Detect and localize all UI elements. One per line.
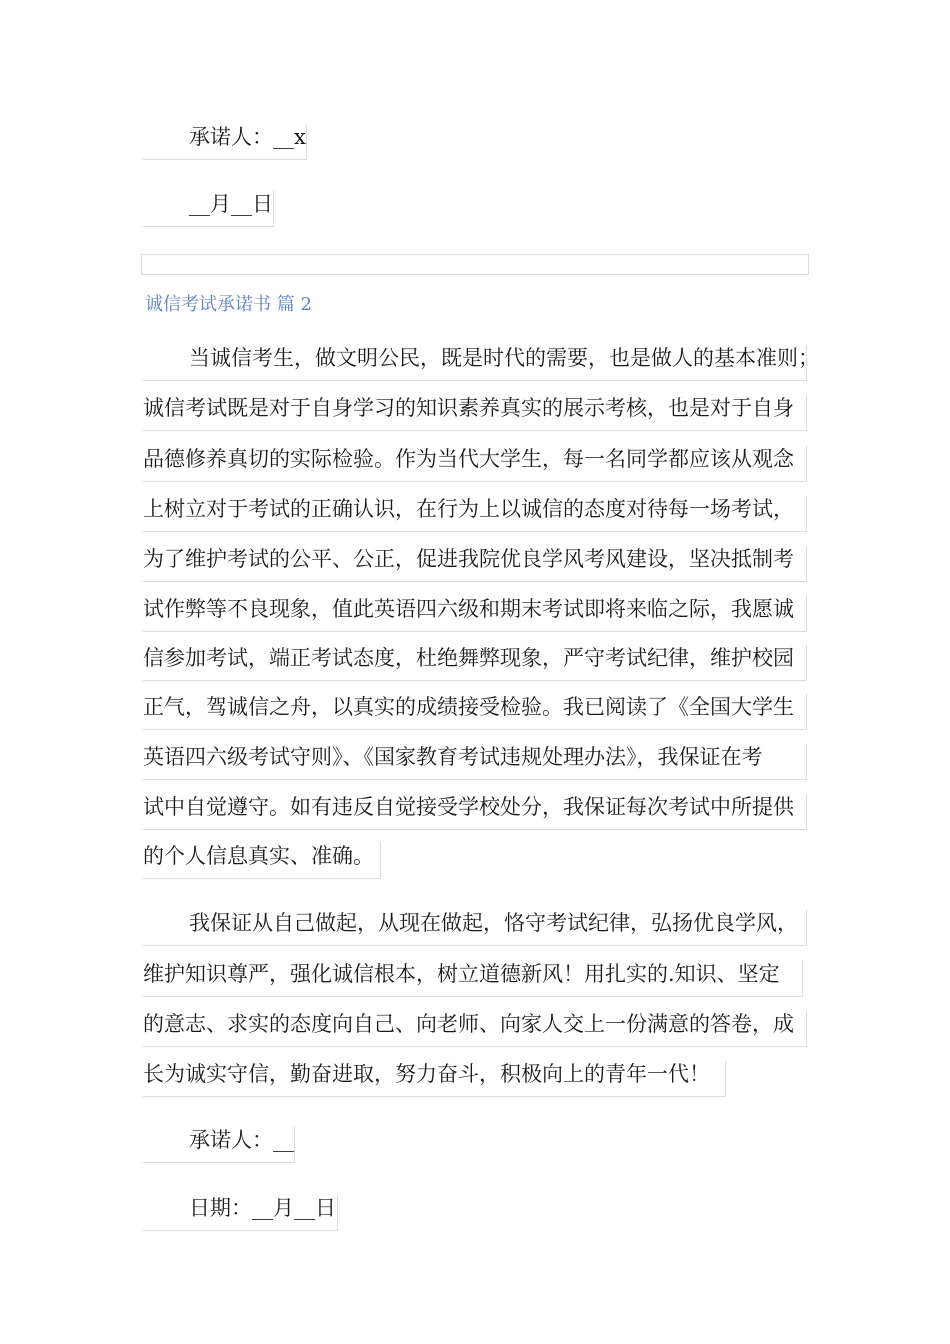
bottom-signer-line: 承诺人：__: [143, 1127, 295, 1163]
paragraph1-line: 诚信考试既是对于自身学习的知识素养真实的展示考核，也是对于自身: [143, 395, 807, 431]
section-heading: 诚信考试承诺书 篇 2: [145, 294, 312, 315]
paragraph1-line: 试中自觉遵守。如有违反自觉接受学校处分，我保证每次考试中所提供: [143, 794, 807, 830]
paragraph1-line: 正气，驾诚信之舟，以真实的成绩接受检验。我已阅读了《全国大学生: [143, 694, 807, 730]
paragraph1-line: 的个人信息真实、准确。: [143, 843, 381, 879]
paragraph2-line: 长为诚实守信，勤奋进取，努力奋斗，积极向上的青年一代！: [143, 1061, 726, 1097]
paragraph1-line: 当诚信考生，做文明公民，既是时代的需要，也是做人的基本准则；: [143, 345, 807, 381]
paragraph1-line: 试作弊等不良现象，值此英语四六级和期末考试即将来临之际，我愿诚: [143, 596, 807, 632]
paragraph2-line: 维护知识尊严，强化诚信根本，树立道德新风！用扎实的.知识、坚定: [143, 961, 803, 997]
paragraph1-line: 上树立对于考试的正确认识，在行为上以诚信的态度对待每一场考试，: [143, 496, 807, 532]
bottom-date-line: 日期：__月__日: [143, 1195, 338, 1231]
paragraph1-line: 信参加考试，端正考试态度，杜绝舞弊现象，严守考试纪律，维护校园: [143, 645, 807, 681]
paragraph1-line: 品德修养真切的实际检验。作为当代大学生，每一名同学都应该从观念: [143, 446, 807, 482]
paragraph2-line: 我保证从自己做起，从现在做起，恪守考试纪律，弘扬优良学风，: [143, 910, 807, 946]
paragraph2-line: 的意志、求实的态度向自己、向老师、向家人交上一份满意的答卷，成: [143, 1011, 807, 1047]
top-date-line: __月__日: [143, 191, 274, 227]
top-signer-line: 承诺人：__x: [143, 124, 307, 160]
section-divider: [141, 254, 809, 275]
paragraph1-line: 英语四六级考试守则》、《国家教育考试违规处理办法》，我保证在考: [143, 744, 807, 780]
paragraph1-line: 为了维护考试的公平、公正，促进我院优良学风考风建设，坚决抵制考: [143, 546, 807, 582]
